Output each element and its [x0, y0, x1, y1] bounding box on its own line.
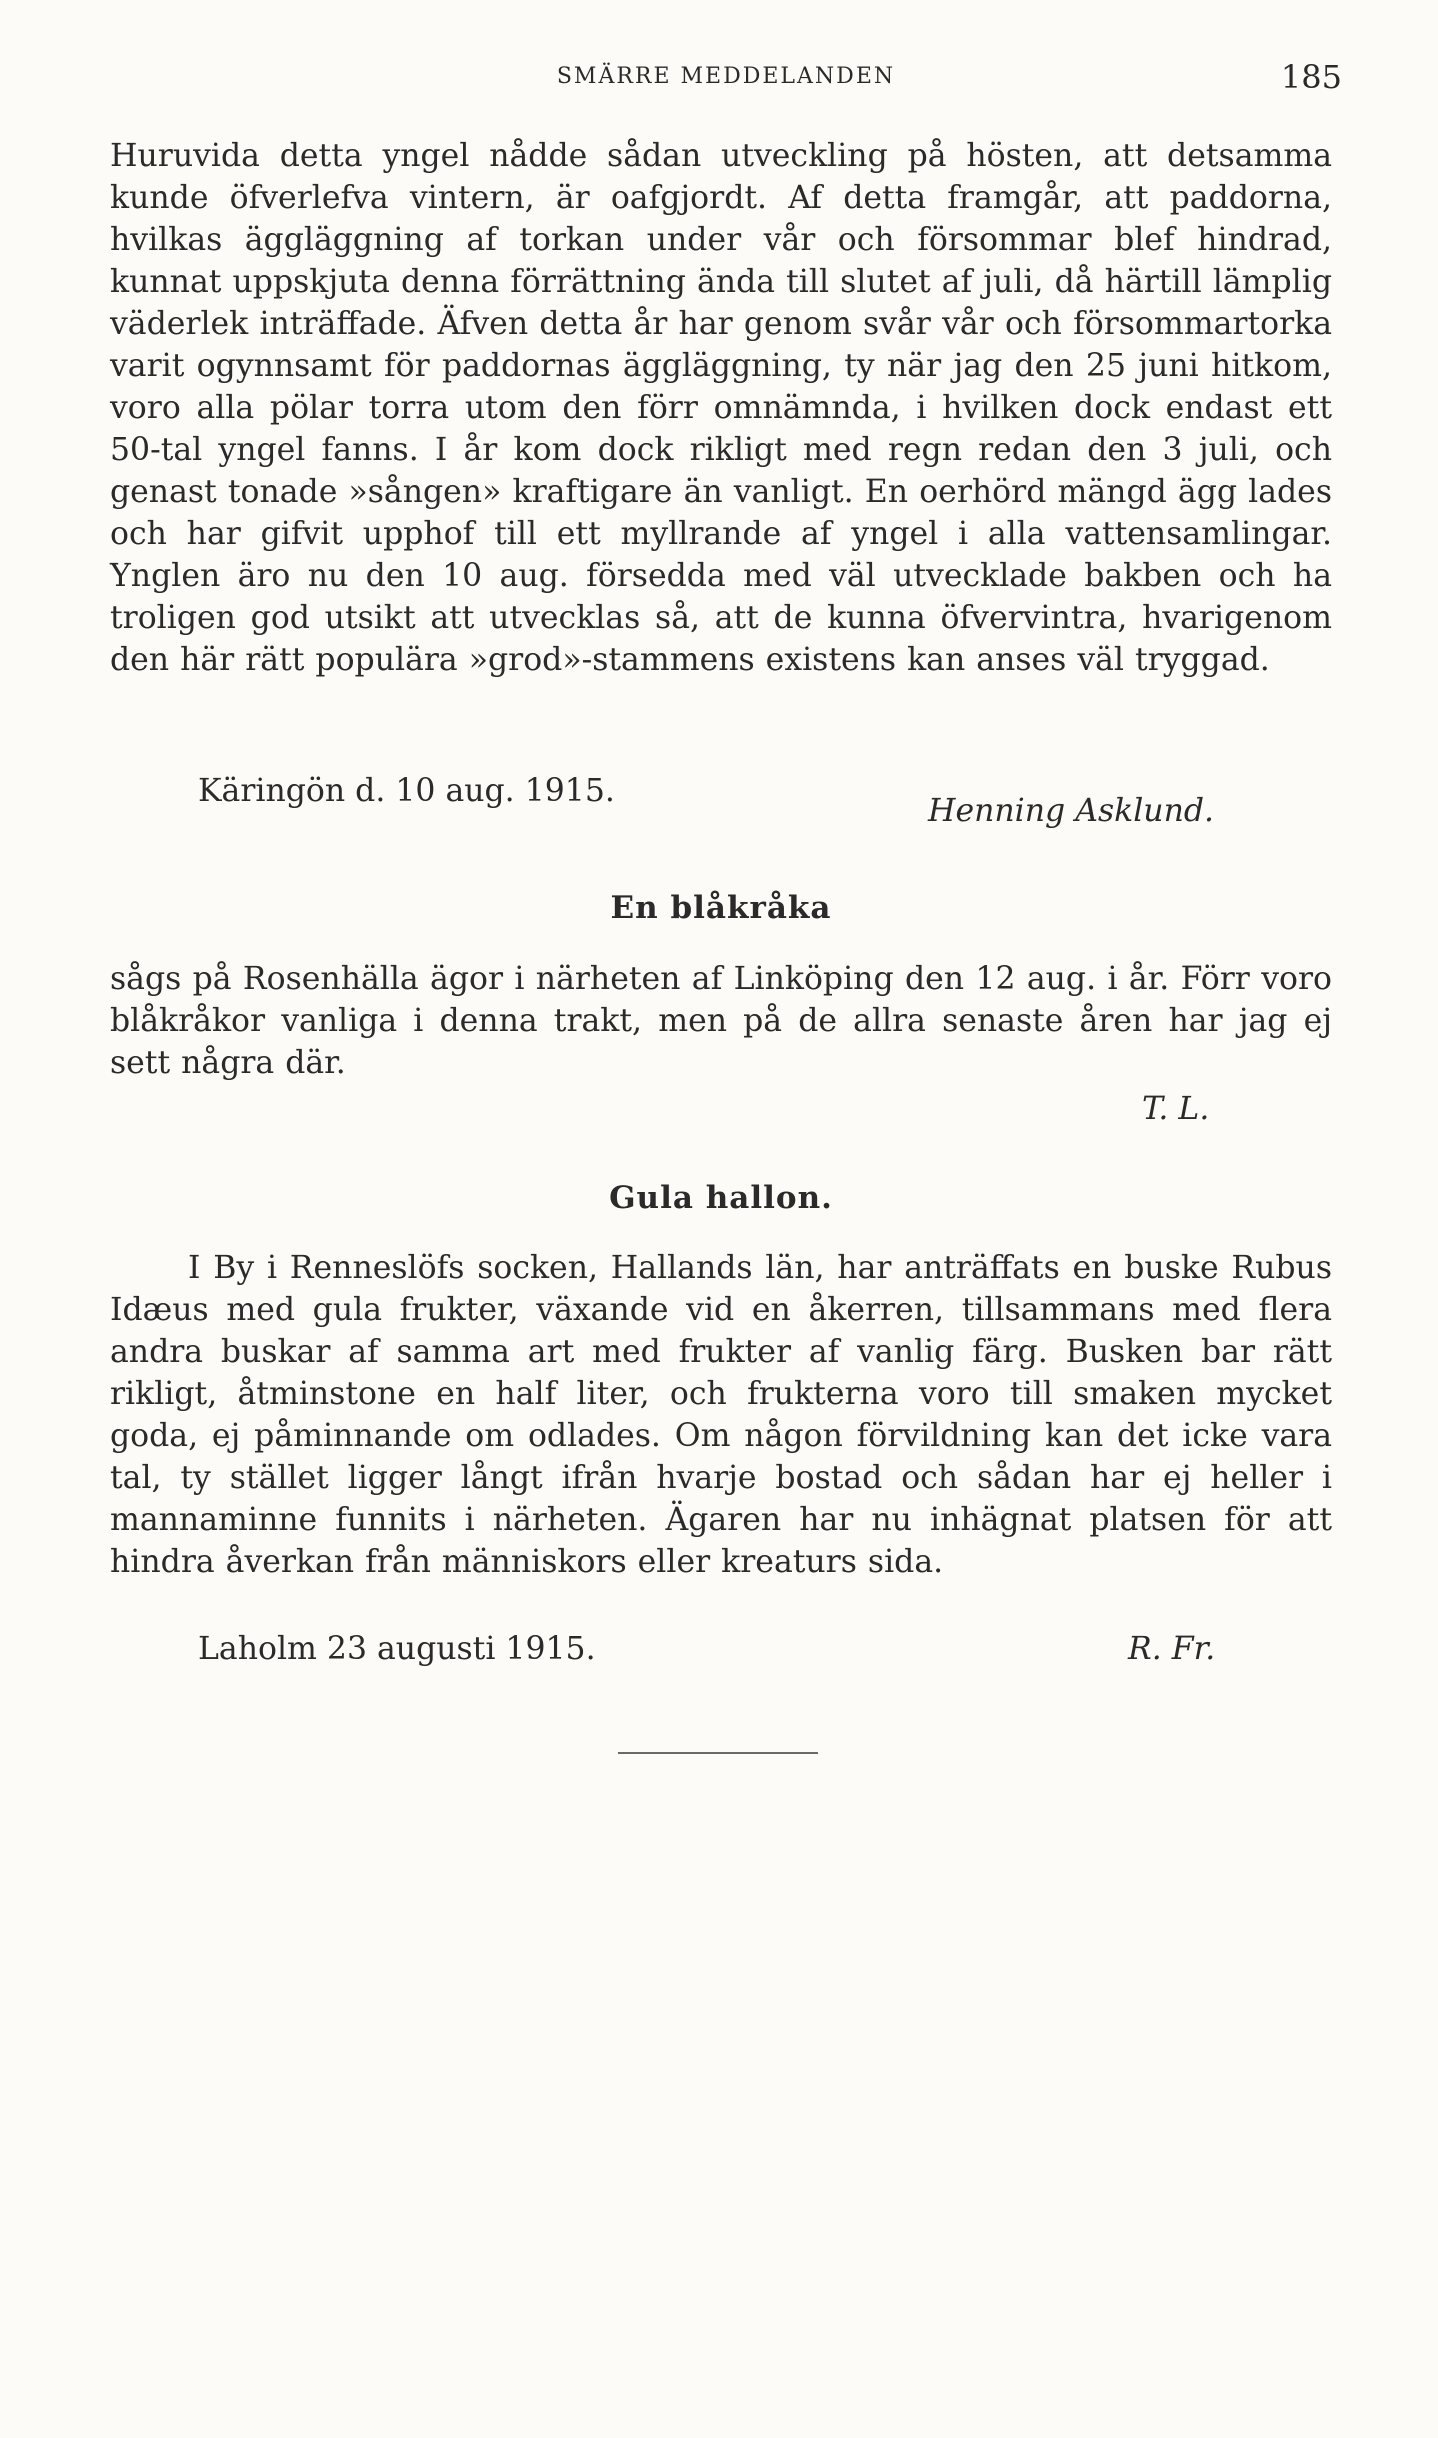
- article-gula-hallon: [110, 1247, 1332, 1583]
- closing-rule: [618, 1752, 818, 1754]
- article-toads: [110, 135, 1332, 681]
- article-blakraka-signature: T. L.: [1142, 1091, 1210, 1127]
- article-blakraka-body: sågs på Rosenhälla ägor i närheten af Linköping den 12 aug. i år. Förr voro blåkråkor vanliga i denna trakt, men på de allra senaste åren har jag ej sett några där.: [110, 961, 1332, 1081]
- running-head: [110, 58, 1342, 98]
- article-gula-hallon-heading: Gula hallon.: [609, 1180, 833, 1216]
- article-blakraka: [110, 958, 1332, 1084]
- article-gula-hallon-place-date: Laholm 23 augusti 1915.: [198, 1631, 596, 1667]
- page-number: 185: [1280, 58, 1342, 96]
- article-toads-body: Huruvida detta yngel nådde sådan utveckling på hösten, att detsamma kunde öfverlefva vintern, är oafgjordt. Af detta framgår, att paddorna, hvilkas äggläggning af torkan under vår och försommar blef hindrad, kunnat uppskjuta denna förrättning ända till slutet af juli, då härtill lämplig väderlek inträffade. Äfven detta år har genom svår vår och försommartorka varit ogynnsamt för paddornas äggläggning, ty när jag den 25 juni hitkom, voro alla pölar torra utom den förr omnämnda, i hvilken dock endast ett 50-tal yngel fanns. I år kom dock rikligt med regn redan den 3 juli, och genast tonade »sången» kraftigare än vanligt. En oerhörd mängd ägg lades och har gifvit upphof till ett myllrande af yngel i alla vattensamlingar. Ynglen äro nu den 10 aug. försedda med väl utvecklade bakben och ha troligen god utsikt att utvecklas så, att de kunna öfvervintra, hvarigenom den här rätt populära »grod»-stammens existens kan anses väl tryggad.: [110, 138, 1332, 678]
- article-toads-place-date: Käringön d. 10 aug. 1915.: [198, 773, 615, 809]
- article-gula-hallon-signature: R. Fr.: [1128, 1631, 1216, 1667]
- article-gula-hallon-body: I By i Renneslöfs socken, Hallands län, har anträffats en buske Rubus Idæus med gula frukter, växande vid en åkerren, tillsammans med flera andra buskar af samma art med frukter af vanlig färg. Busken bar rätt rikligt, åtminstone en half liter, och frukterna voro till smaken mycket goda, ej påminnande om odlades. Om någon förvildning kan det icke vara tal, ty stället ligger långt ifrån hvarje bostad och sådan har ej heller i mannaminne funnits i närheten. Ägaren har nu inhägnat platsen för att hindra åverkan från människors eller kreaturs sida.: [110, 1250, 1332, 1580]
- article-toads-signature: Henning Asklund.: [928, 793, 1215, 829]
- article-blakraka-heading: En blåkråka: [610, 890, 832, 926]
- running-title: SMÄRRE MEDDELANDEN: [556, 64, 896, 89]
